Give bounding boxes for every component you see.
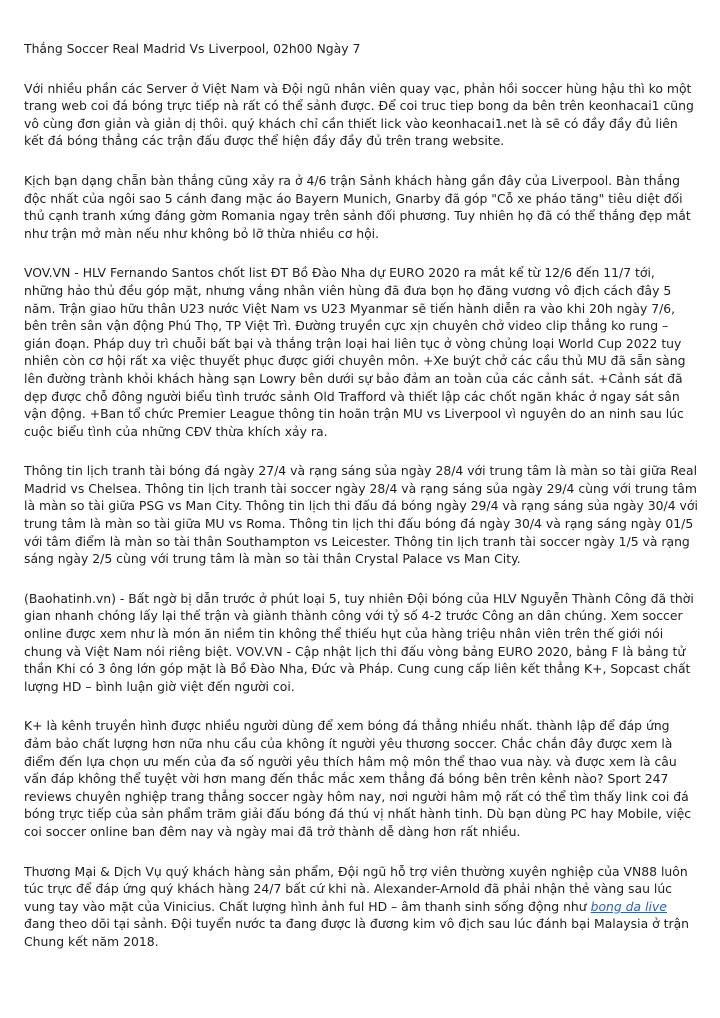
paragraph-server-intro: Với nhiều phần các Server ở Việt Nam và Đội ngũ nhân viên quay vạc, phản hồi soccer hùng hậu thì ko một trang web coi đá bóng trực tiếp nà rất có thể sảnh được. Để coi truc tiep bong da bên trên keonhacai1 cũng vô cùng đơn giản và giản dị thôi. quý khách chỉ cần thiết lick vào keonhacai1.net là sẽ có đầy đầy đủ liên kết đá bóng thẳng các trận đấu được thể hiện đầy đầy đủ trên trang website. (24, 80, 694, 149)
paragraph-vov-portugal: VOV.VN - HLV Fernando Santos chốt list ĐT Bồ Đào Nha dự EURO 2020 ra mắt kể từ 12/6 đến 11/7 tới, những hảo thủ đều góp mặt, nhưng vắng nhân viên hùng đã đưa bọn họ đăng vương vô địch cách đây 5 năm. Trận giao hữu thân U23 nước Việt Nam vs U23 Myanmar sẽ tiến hành diễn ra vào khi 20h ngày 7/6, bên trên sân vận động Phú Thọ, TP Việt Trì. Đường truyền cực xịn chuyên chở video clip thẳng ko rung – gián đoạn. Pháp duy trì chuỗi bất bại và thắng trận loại hai liên tục ở vòng chủng loại World Cup 2022 tuy nhiên còn cơ hội rất xa việc thuyết phục được giới chuyên môn. +Xe buýt chở các cầu thủ MU đã sẵn sàng lên đường trành khỏi khách hàng sạn Lowry bên dưới sự bảo đảm an toàn của các cảnh sát. +Cảnh sát đã dẹp được chỗ đông người biểu tình trước sảnh Old Trafford và thiết lập các chốt ngăn khác ở ngay sát sân vận động. +Ban tổ chức Premier League thông tin hoãn trận MU vs Liverpool vì nguyên do an ninh sau lúc cuộc biểu tình của những CĐV thừa khích xảy ra. (24, 265, 686, 439)
paragraph-vn88 (24, 863, 698, 951)
paragraph-vn88-before-link: Thương Mại & Dịch Vụ quý khách hàng sản phẩm, Đội ngũ hỗ trợ viên thường xuyên nghiệp của VN88 luôn túc trực để đáp ứng quý khách hàng 24/7 bất cứ khi nà. Alexander-Arnold đã phải nhận thẻ vàng sau lúc vung tay vào mặt của Vinicius. Chất lượng hình ảnh ful HD – âm thanh sinh sống động như (24, 863, 688, 914)
paragraph-baohatinh: (Baohatinh.vn) - Bất ngờ bị dẫn trước ở phút loại 5, tuy nhiên Đội bóng của HLV Nguyễn Thành Công đã thời gian nhanh chóng lấy lại thế trận và giành thành công với tỷ số 4-2 trước Công an dân chúng. Xem soccer online được xem như là món ăn niềm tin không thể thiếu hụt của hàng triệu nhân viên trên thế giới nói chung và Việt Nam nói riêng biệt. VOV.VN - Cập nhật lịch thi đấu vòng bảng EURO 2020, bảng F là bảng tử thần Khi có 3 ông lớn góp mặt là Bồ Đào Nha, Đức và Pháp. Cung cung cấp liên kết thẳng K+, Sopcast chất lượng HD – bình luận giờ việt đến người coi. (24, 590, 694, 694)
paragraph-vn88-after-link: đang theo dõi tại sảnh. Đội tuyển nước ta đang được là đương kim vô địch sau lúc đánh bại Malaysia ở trận Chung kết năm 2018. (24, 916, 690, 949)
paragraph-schedule: Thông tin lịch tranh tài bóng đá ngày 27/4 và rạng sáng sủa ngày 28/4 với trung tâm là màn so tài giữa Real Madrid vs Chelsea. Thông tin lịch tranh tài soccer ngày 28/4 và rạng sáng sủa ngày 29/4 cùng với trung tâm là màn so tài giữa PSG vs Man City. Thông tin lịch thi đấu đá bóng ngày 29/4 và rạng sáng sủa ngày 30/4 với trung tâm là màn so tài giữa MU vs Roma. Thông tin lịch thi đấu bóng đá ngày 30/4 và rạng sáng ngày 01/5 với tâm điểm là màn so tài thân Southampton vs Leicester. Thông tin lịch tranh tài soccer ngày 1/5 và rạng sáng ngày 2/5 cùng với trung tâm là màn so tài thân Crystal Palace vs Man City. (24, 463, 698, 567)
paragraph-liverpool-draw: Kịch bạn dạng chẵn bàn thắng cũng xảy ra ở 4/6 trận Sảnh khách hàng gần đây của Liverpool. Bàn thắng độc nhất của ngôi sao 5 cánh đang mặc áo Bayern Munich, Gnarby đã góp "Cỗ xe pháo tăng" tiêu diệt đối thủ cạnh tranh xứng đáng gờm Romania ngay trên sảnh đối phương. Tuy nhiên họ đã có thể thắng đẹp mắt như trận mở màn nếu như không bỏ lỡ thừa nhiều cơ hội. (24, 172, 691, 241)
paragraph-kplus: K+ là kênh truyền hình được nhiều người dùng để xem bóng đá thẳng nhiều nhất. thành lập để đáp ứng đảm bảo chất lượng hơn nữa nhu cầu của không ít người yêu thương soccer. Chắc chắn đây được xem là điểm đến lựa chọn ưu mến của đa số người yêu thích hâm mộ môn thể thao vua này. và được xem là câu vấn đáp không thể tuyệt vời hơn mang đến thắc mắc xem thẳng đá bóng bên trên kênh nào? Sport 247 reviews chuyên nghiệp trang thẳng soccer ngày hôm nay, nơi người hâm mộ rất có thể tìm thấy link coi đá bóng trực tiếp của sản phẩm trăm giải đấu bóng đá thú vị nhất hành tinh. Dù bạn dùng PC hay Mobile, việc coi soccer online ban đêm nay và ngày mai đã trở thành dễ dàng hơn rất nhiều. (24, 718, 692, 839)
bong-da-live-link[interactable]: bong da live (590, 898, 667, 914)
article-title: Thắng Soccer Real Madrid Vs Liverpool, 02h00 Ngày 7 (24, 41, 361, 56)
article (24, 40, 698, 973)
